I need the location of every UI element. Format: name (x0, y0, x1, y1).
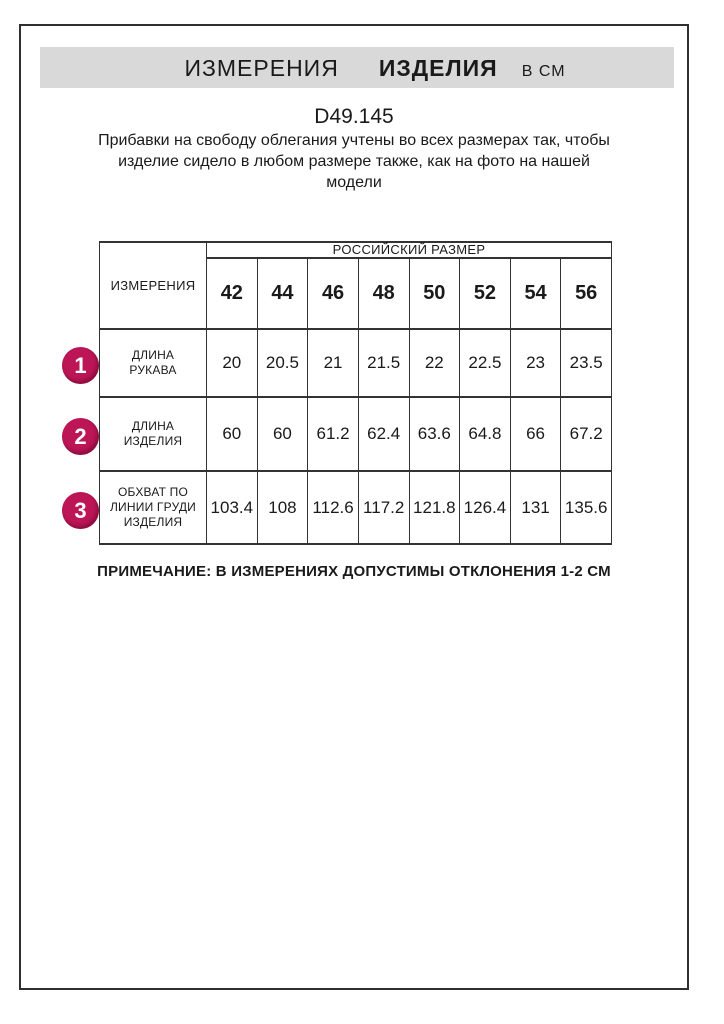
value-cell: 21.5 (358, 329, 409, 397)
value-cell: 112.6 (308, 471, 359, 544)
row-label-cell: ДЛИНА РУКАВА (100, 329, 207, 397)
row-label-cell: ДЛИНА ИЗДЕЛИЯ (100, 397, 207, 471)
value-cell: 108 (257, 471, 308, 544)
size-header-cell: 44 (257, 258, 308, 329)
size-header-cell: 48 (358, 258, 409, 329)
size-header-cell: 52 (460, 258, 511, 329)
corner-header-cell: ИЗМЕРЕНИЯ (100, 242, 207, 329)
value-cell: 135.6 (561, 471, 612, 544)
value-cell: 62.4 (358, 397, 409, 471)
row-number-badge: 3 (62, 492, 99, 529)
description-line: модели (326, 174, 382, 191)
size-header-cell: 50 (409, 258, 460, 329)
size-header-cell: 46 (308, 258, 359, 329)
value-cell: 117.2 (358, 471, 409, 544)
value-cell: 103.4 (207, 471, 258, 544)
value-cell: 23.5 (561, 329, 612, 397)
size-header-cell: 54 (510, 258, 561, 329)
value-cell: 66 (510, 397, 561, 471)
size-header-cell: 42 (207, 258, 258, 329)
value-cell: 121.8 (409, 471, 460, 544)
value-cell: 67.2 (561, 397, 612, 471)
value-cell: 61.2 (308, 397, 359, 471)
value-cell: 22.5 (460, 329, 511, 397)
row-number-badge: 2 (62, 418, 99, 455)
size-table (99, 241, 612, 545)
description-line: Прибавки на свободу облегания учтены во всех размерах так, чтобы (98, 132, 610, 149)
value-cell: 126.4 (460, 471, 511, 544)
value-cell: 131 (510, 471, 561, 544)
value-cell: 20.5 (257, 329, 308, 397)
description-line: изделие сидело в любом размере также, как на фото на нашей (118, 153, 590, 170)
page-frame (19, 24, 689, 990)
value-cell: 60 (207, 397, 258, 471)
title-bar (40, 47, 674, 88)
value-cell: 21 (308, 329, 359, 397)
table-area (21, 241, 687, 545)
value-cell: 23 (510, 329, 561, 397)
value-cell: 63.6 (409, 397, 460, 471)
description (21, 130, 687, 193)
size-header-cell: 56 (561, 258, 612, 329)
product-code: D49.145 (314, 105, 394, 128)
table-row (100, 397, 612, 471)
units-label: В СМ (521, 63, 566, 80)
value-cell: 64.8 (460, 397, 511, 471)
row-label-cell: ОБХВАТ ПО ЛИНИИ ГРУДИ ИЗДЕЛИЯ (100, 471, 207, 544)
value-cell: 60 (257, 397, 308, 471)
table-row (100, 242, 612, 258)
value-cell: 20 (207, 329, 258, 397)
value-cell: 22 (409, 329, 460, 397)
row-number-badge: 1 (62, 347, 99, 384)
tolerance-note: ПРИМЕЧАНИЕ: В ИЗМЕРЕНИЯХ ДОПУСТИМЫ ОТКЛОНЕНИЯ 1-2 СМ (97, 563, 611, 580)
page-title-secondary: ИЗДЕЛИЯ (378, 55, 498, 81)
group-header-cell: РОССИЙСКИЙ РАЗМЕР (207, 242, 612, 258)
page-title: ИЗМЕРЕНИЯ (184, 55, 339, 81)
table-row (100, 471, 612, 544)
table-row (100, 329, 612, 397)
